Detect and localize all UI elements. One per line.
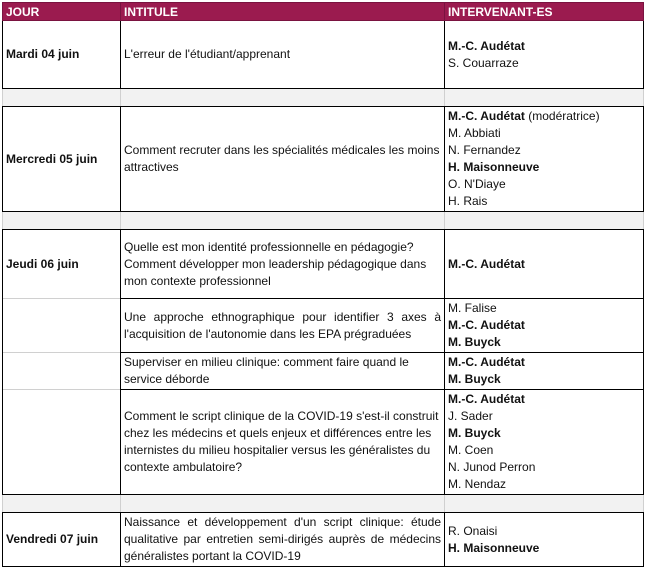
header-speakers: INTERVENANT-ES [445, 3, 644, 21]
speaker: R. Onaisi [448, 523, 498, 538]
speakers-cell [445, 230, 644, 299]
speaker: M.-C. Audétat [448, 38, 525, 53]
table-row [3, 299, 644, 353]
speaker: S. Couarraze [448, 55, 519, 70]
speakers-cell [445, 390, 644, 495]
speakers-cell [445, 299, 644, 353]
header-row [3, 3, 644, 21]
day-cell: Vendredi 07 juin [3, 513, 121, 567]
title-cell: Naissance et développement d'un script clinique: étude qualitative par entretien semi-dirigés auprès de médecins généralistes portant la COVID-19 [121, 513, 445, 567]
title-cell: Superviser en milieu clinique: comment faire quand le service déborde [121, 353, 445, 390]
speaker-with-note [448, 108, 640, 125]
header-day: JOUR [3, 3, 121, 21]
speaker: J. Sader [448, 409, 493, 423]
speakers-cell [445, 513, 644, 567]
speaker: M.-C. Audétat [448, 392, 525, 406]
speaker: H. Maisonneuve [448, 540, 540, 555]
speaker: H. Maisonneuve [448, 160, 540, 174]
speaker: M. Abbiati [448, 126, 501, 140]
speaker: M. Falise [448, 301, 497, 315]
table-row [3, 353, 644, 390]
speakers-cell [445, 21, 644, 89]
speaker: O. N'Diaye [448, 177, 506, 191]
speakers-cell [445, 353, 644, 390]
day-cell: Mercredi 05 juin [3, 107, 121, 212]
schedule-table [2, 2, 644, 567]
table-row [3, 390, 644, 495]
speaker: M. Coen [448, 443, 494, 457]
separator-row [3, 212, 644, 230]
day-cell-empty [3, 299, 121, 353]
speaker: N. Fernandez [448, 143, 521, 157]
table-row [3, 107, 644, 212]
table-row [3, 230, 644, 299]
table-row [3, 513, 644, 567]
speaker: M. Nendaz [448, 477, 507, 491]
day-cell-empty [3, 353, 121, 390]
day-cell: Mardi 04 juin [3, 21, 121, 89]
speaker: M. Buyck [448, 426, 501, 440]
speaker: H. Rais [448, 194, 488, 208]
speaker: M.-C. Audétat [448, 109, 525, 123]
day-cell-empty [3, 390, 121, 495]
title-cell: Comment le script clinique de la COVID-19 s'est-il construit chez les médecins et quels enjeux et différences entre les internistes du milieu hospitalier versus les généralistes du contexte ambulatoire? [121, 390, 445, 495]
separator-row [3, 495, 644, 513]
speaker: M. Buyck [448, 372, 501, 386]
speaker: M.-C. Audétat [448, 355, 525, 369]
title-cell: Quelle est mon identité professionnelle en pédagogie? Comment développer mon leadership pédagogique dans mon contexte professionnel [121, 230, 445, 299]
separator-row [3, 89, 644, 107]
title-cell: Une approche ethnographique pour identifier 3 axes à l'acquisition de l'autonomie dans les EPA prégraduées [121, 299, 445, 353]
moderator-note: (modératrice) [528, 109, 600, 123]
speaker: M.-C. Audétat [448, 318, 525, 332]
header-title: INTITULE [121, 3, 445, 21]
speaker: N. Junod Perron [448, 460, 536, 474]
speaker: M. Buyck [448, 335, 501, 349]
speaker: M.-C. Audétat [448, 256, 525, 271]
day-cell: Jeudi 06 juin [3, 230, 121, 299]
title-cell: Comment recruter dans les spécialités médicales les moins attractives [121, 107, 445, 212]
title-cell: L'erreur de l'étudiant/apprenant [121, 21, 445, 89]
speakers-cell [445, 107, 644, 212]
table-row [3, 21, 644, 89]
